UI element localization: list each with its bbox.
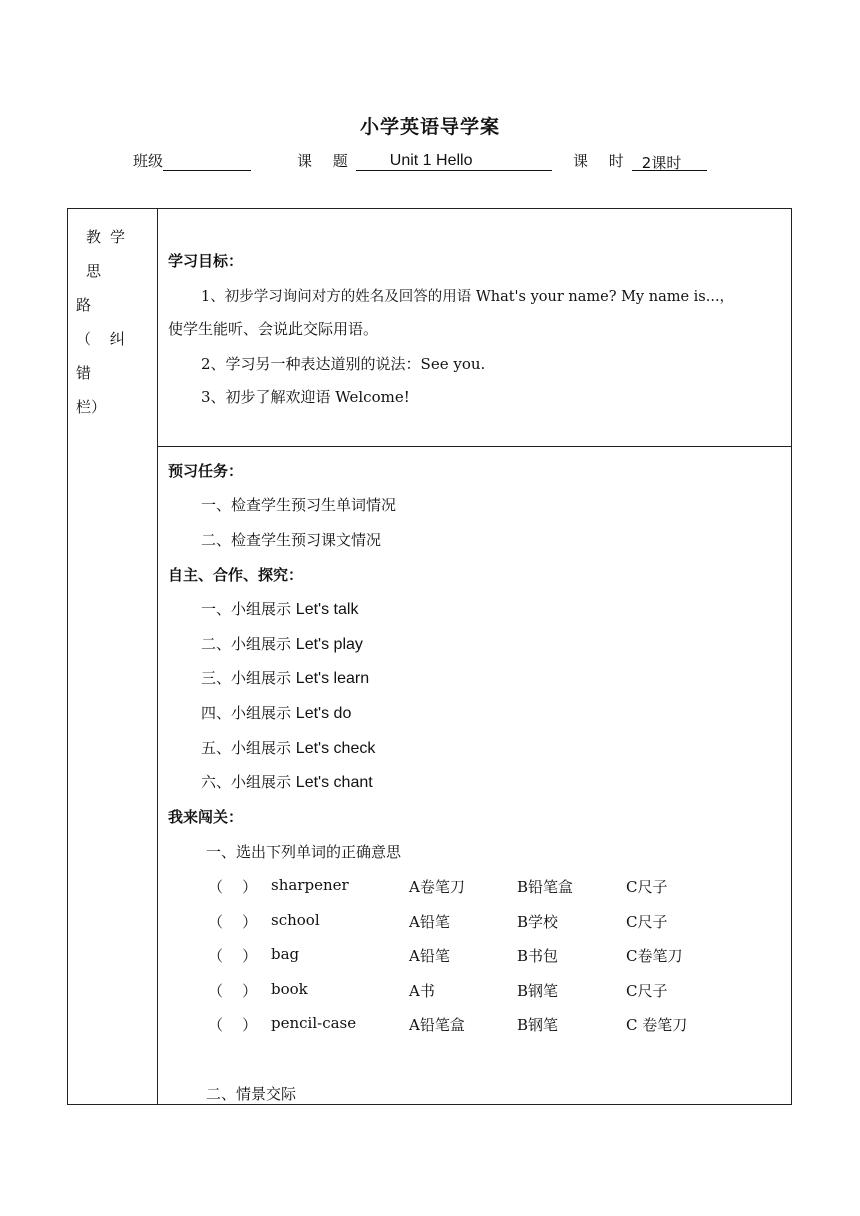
- sidebar-line: （ 纠 错: [76, 330, 125, 382]
- sidebar-line: 路: [76, 296, 92, 314]
- preview-item: 二、检查学生预习课文情况: [201, 531, 382, 549]
- item-prefix: 三、小组展示: [201, 669, 292, 687]
- option-c: C尺子: [626, 982, 668, 1000]
- objective-1: 1、初步学习询问对方的姓名及回答的用语 What's your name? My name is...，: [201, 289, 735, 305]
- option-c: C 卷笔刀: [626, 1016, 688, 1034]
- quiz-word: sharpener: [271, 876, 349, 894]
- option-a: A卷笔刀: [409, 878, 465, 896]
- period-value-field: [632, 152, 707, 171]
- option-a: A铅笔盒: [409, 1016, 465, 1034]
- topic-value-field: [356, 152, 552, 171]
- list-item: [201, 633, 363, 654]
- item-prefix: 四、小组展示: [201, 704, 292, 722]
- cooperation-heading: 自主、合作、探究：: [168, 566, 304, 584]
- option-c: C尺子: [626, 913, 668, 931]
- option-c: C尺子: [626, 878, 668, 896]
- item-activity: Let's learn: [295, 670, 370, 687]
- quiz-word: book: [271, 980, 308, 998]
- topic-label: 课 题: [297, 152, 356, 170]
- objective-1-cont: 使学生能听、会说此交际用语。: [168, 320, 379, 338]
- answer-blank[interactable]: （ ）: [208, 1016, 258, 1034]
- class-field: [133, 150, 251, 171]
- option-b: B书包: [517, 947, 559, 965]
- quiz-section-2: 二、情景交际: [206, 1085, 297, 1103]
- period-label: 课 时: [573, 152, 632, 170]
- item-activity: Let's chant: [295, 774, 373, 791]
- option-b: B钢笔: [517, 982, 559, 1000]
- sidebar-line: 栏）: [76, 398, 107, 416]
- class-label: 班级: [133, 152, 164, 170]
- answer-blank[interactable]: （ ）: [208, 913, 258, 931]
- topic-value: Unit 1 Hello: [389, 152, 473, 169]
- preview-heading: 预习任务：: [168, 462, 244, 480]
- preview-item: 一、检查学生预习生单词情况: [201, 496, 397, 514]
- sidebar-line: 教学思: [86, 228, 135, 280]
- option-b: B钢笔: [517, 1016, 559, 1034]
- item-activity: Let's play: [295, 636, 363, 653]
- item-prefix: 二、小组展示: [201, 635, 292, 653]
- option-c: C卷笔刀: [626, 947, 683, 965]
- main-table: [67, 208, 792, 1105]
- list-item: [201, 737, 375, 758]
- answer-blank[interactable]: （ ）: [208, 878, 258, 896]
- option-a: A铅笔: [409, 913, 450, 931]
- period-value: 2课时: [641, 154, 682, 172]
- list-item: [201, 771, 373, 792]
- quiz-section-1: 一、选出下列单词的正确意思: [206, 843, 402, 861]
- quiz-word: school: [271, 911, 320, 929]
- class-blank[interactable]: [163, 152, 251, 171]
- period-field: [573, 150, 707, 171]
- answer-blank[interactable]: （ ）: [208, 947, 258, 965]
- list-item: [201, 702, 351, 723]
- option-a: A书: [409, 982, 435, 1000]
- page-title: 小学英语导学案: [359, 116, 500, 138]
- list-item: [201, 667, 369, 688]
- option-a: A铅笔: [409, 947, 450, 965]
- answer-blank[interactable]: （ ）: [208, 982, 258, 1000]
- row-divider: [157, 446, 792, 447]
- objective-3: 3、初步了解欢迎语 Welcome!: [201, 388, 410, 406]
- objective-2: 2、学习另一种表达道别的说法：See you.: [201, 355, 486, 373]
- option-b: B铅笔盒: [517, 878, 574, 896]
- list-item: [201, 598, 358, 619]
- quiz-heading: 我来闯关：: [168, 808, 244, 826]
- objectives-heading: 学习目标：: [168, 252, 244, 270]
- item-prefix: 五、小组展示: [201, 739, 292, 757]
- item-activity: Let's do: [295, 705, 352, 722]
- item-activity: Let's check: [295, 740, 376, 757]
- item-activity: Let's talk: [295, 601, 359, 618]
- item-prefix: 六、小组展示: [201, 773, 292, 791]
- topic-field: [297, 150, 552, 171]
- sidebar-column: [76, 220, 156, 424]
- item-prefix: 一、小组展示: [201, 600, 292, 618]
- quiz-word: pencil-case: [271, 1014, 357, 1032]
- column-divider: [157, 208, 158, 1105]
- option-b: B学校: [517, 913, 559, 931]
- quiz-word: bag: [271, 945, 300, 963]
